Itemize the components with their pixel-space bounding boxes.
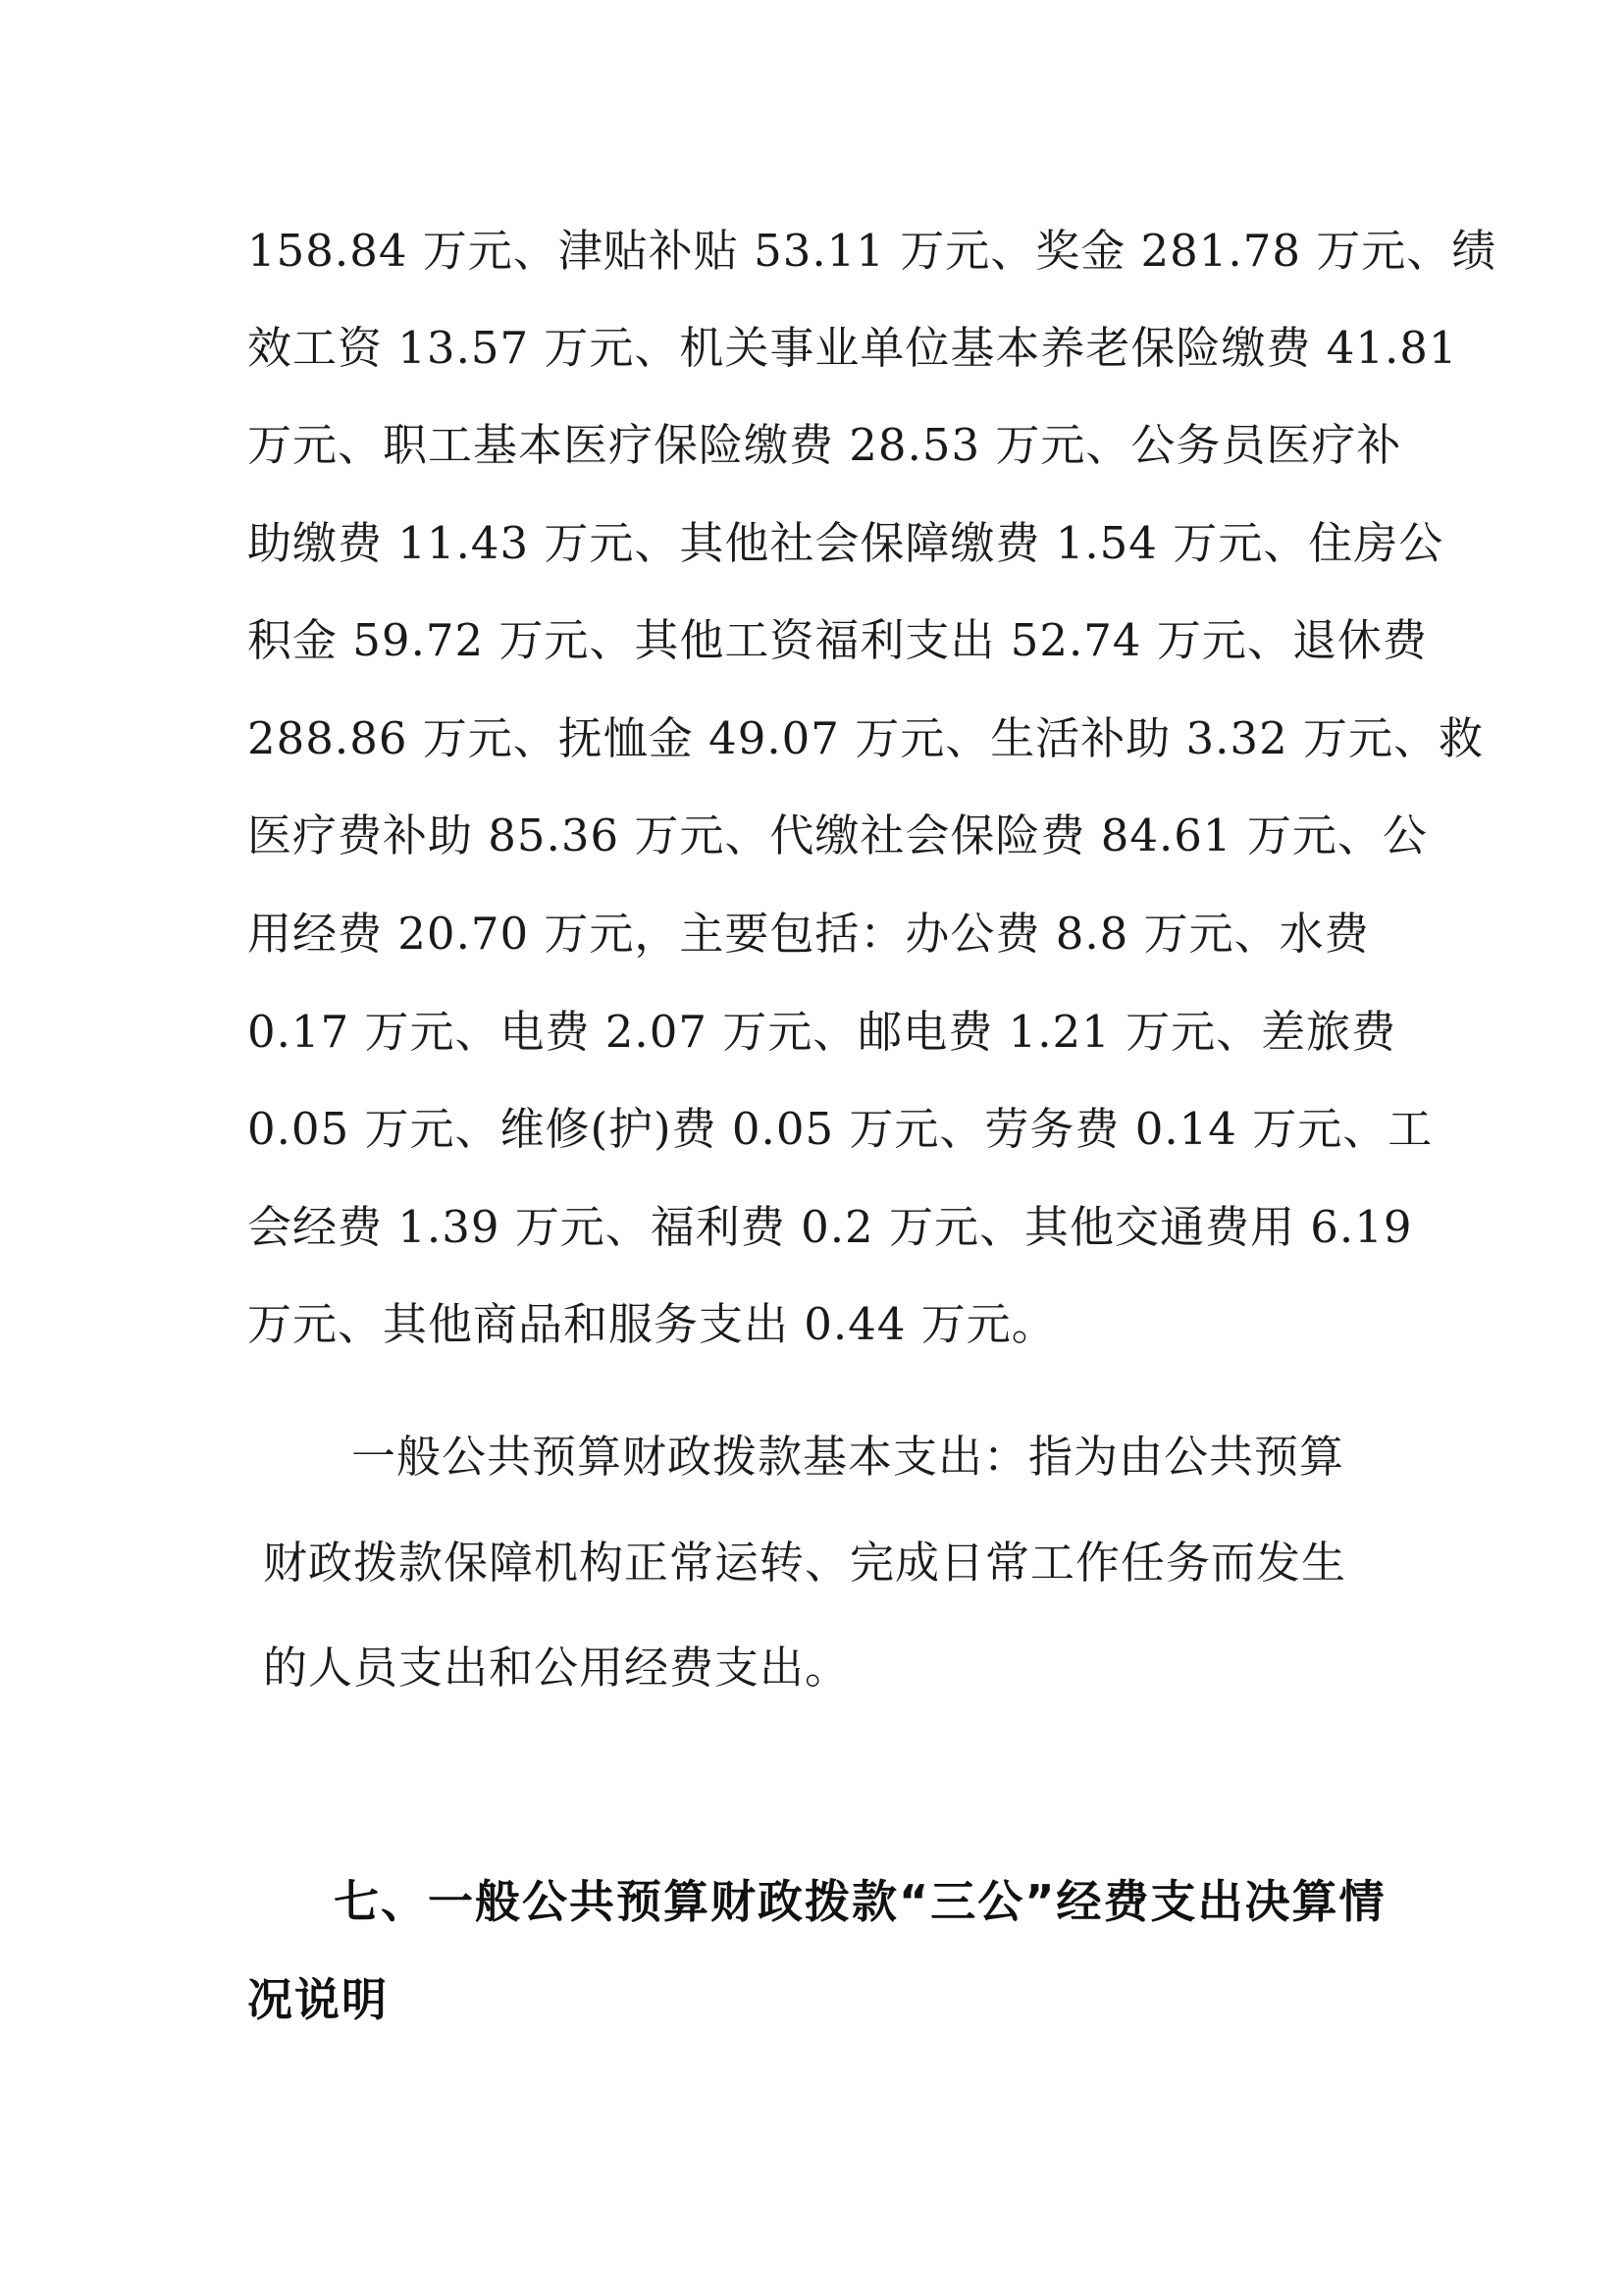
- paragraph-line: 0.17 万元、电费 2.07 万元、邮电费 1.21 万元、差旅费: [247, 1006, 1397, 1058]
- section-heading-line: 况说明: [247, 1973, 389, 2026]
- paragraph-line: 效工资 13.57 万元、机关事业单位基本养老保险缴费 41.81: [247, 322, 1458, 374]
- definition-line: 的人员支出和公用经费支出。: [263, 1642, 851, 1694]
- definition-line: 财政拨款保障机构正常运转、完成日常工作任务而发生: [263, 1537, 1347, 1589]
- section-heading-line: 七、一般公共预算财政拨款“三公”经费支出决算情: [334, 1875, 1387, 1928]
- paragraph-line: 158.84 万元、津贴补贴 53.11 万元、奖金 281.78 万元、绩: [247, 225, 1497, 277]
- paragraph-line: 用经费 20.70 万元，主要包括：办公费 8.8 万元、水费: [247, 908, 1370, 960]
- paragraph-line: 万元、职工基本医疗保险缴费 28.53 万元、公务员医疗补: [247, 419, 1402, 471]
- paragraph-line: 助缴费 11.43 万元、其他社会保障缴费 1.54 万元、住房公: [247, 517, 1444, 569]
- paragraph-line: 会经费 1.39 万元、福利费 0.2 万元、其他交通费用 6.19: [247, 1201, 1413, 1253]
- paragraph-line: 288.86 万元、抚恤金 49.07 万元、生活补助 3.32 万元、救: [247, 712, 1484, 764]
- definition-line: 一般公共预算财政拨款基本支出：指为由公共预算: [351, 1431, 1345, 1483]
- paragraph-line: 万元、其他商品和服务支出 0.44 万元。: [247, 1298, 1057, 1350]
- paragraph-line: 0.05 万元、维修(护)费 0.05 万元、劳务费 0.14 万元、工: [247, 1103, 1434, 1155]
- paragraph-line: 积金 59.72 万元、其他工资福利支出 52.74 万元、退休费: [247, 614, 1428, 666]
- paragraph-line: 医疗费补助 85.36 万元、代缴社会保险费 84.61 万元、公: [247, 809, 1428, 861]
